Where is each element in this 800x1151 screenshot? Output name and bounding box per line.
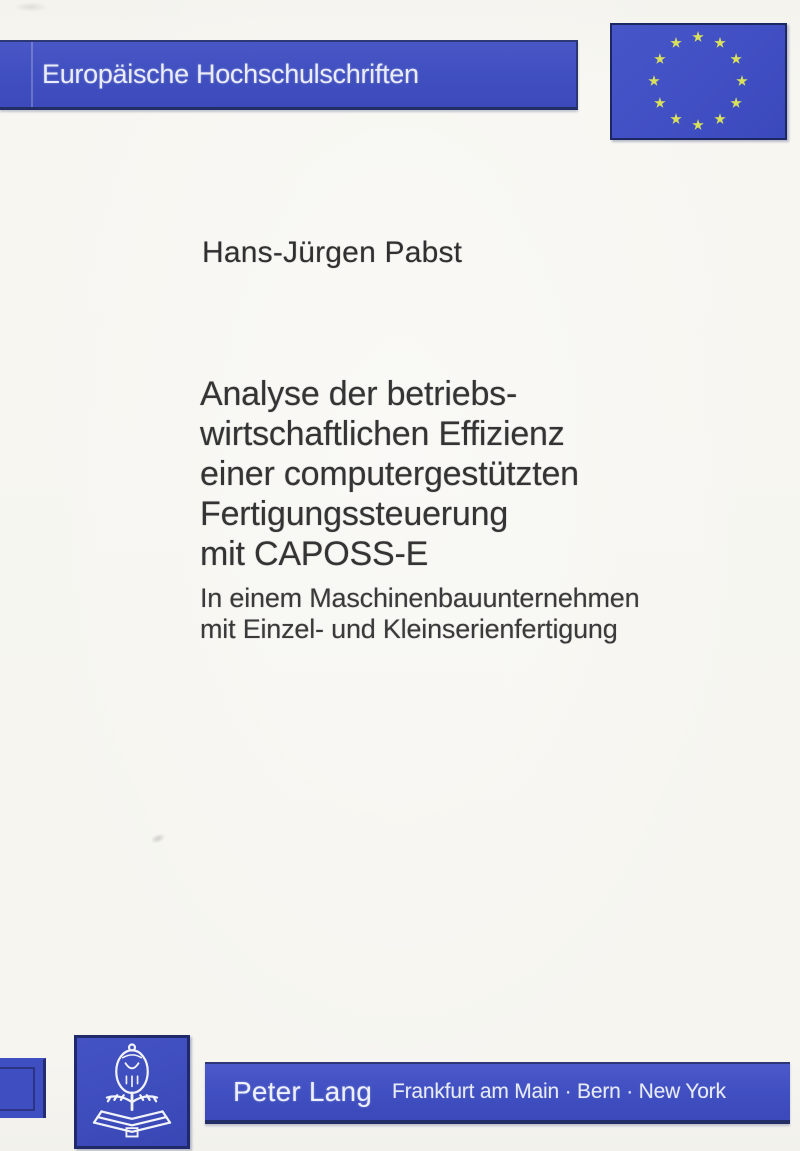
subtitle-line: In einem Maschinenbauunternehmen	[200, 583, 640, 613]
series-banner	[0, 40, 578, 110]
eu-star-icon	[654, 97, 666, 109]
title-line: einer computergestützten	[200, 455, 579, 493]
eu-star-icon	[714, 37, 726, 49]
eu-star-icon	[714, 113, 726, 125]
eu-star-icon	[670, 37, 682, 49]
publisher-cities: Frankfurt am Main · Bern · New York	[392, 1080, 726, 1103]
book-subtitle	[200, 583, 639, 645]
title-line: mit CAPOSS-E	[200, 535, 429, 573]
eu-star-icon	[670, 113, 682, 125]
title-line: wirtschaftlichen Effizienz	[200, 415, 565, 453]
author-name: Hans-Jürgen Pabst	[202, 236, 463, 269]
eu-star-icon	[730, 97, 742, 109]
title-line: Analyse der betriebs-	[200, 375, 518, 413]
eu-star-icon	[654, 53, 666, 65]
eu-star-icon	[692, 31, 704, 43]
title-line: Fertigungssteuerung	[200, 495, 509, 533]
left-edge-fragment-border	[0, 1067, 35, 1111]
scan-artifact-top	[14, 2, 48, 12]
eu-star-icon	[730, 53, 742, 65]
series-banner-seam	[31, 42, 33, 107]
publisher-bar	[205, 1062, 790, 1124]
eu-star-icon	[648, 75, 660, 87]
eu-star-icon	[736, 75, 748, 87]
book-lamp-emblem-icon	[85, 1041, 179, 1143]
subtitle-line: mit Einzel- und Kleinserienfertigung	[200, 614, 618, 644]
scan-smudge	[149, 832, 167, 846]
eu-star-icon	[692, 119, 704, 131]
eu-flag-icon	[610, 23, 787, 140]
book-title	[200, 374, 579, 574]
publisher-logo	[74, 1035, 190, 1149]
publisher-name: Peter Lang	[233, 1076, 372, 1107]
series-title: Europäische Hochschulschriften	[42, 59, 419, 89]
left-edge-fragment	[0, 1058, 46, 1118]
